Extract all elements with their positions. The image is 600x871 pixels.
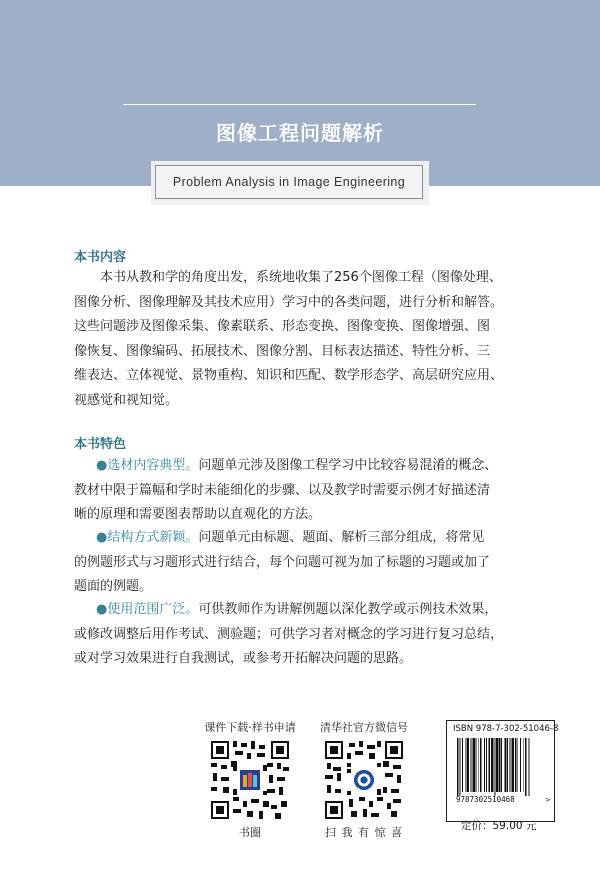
barcode-bar [507,738,508,792]
price-label: 定价：59.00 元 [461,820,537,832]
barcode-bar [486,738,487,792]
barcode-bar [499,738,501,792]
bullet-icon: ● [96,602,108,617]
barcode-bar [491,738,494,792]
isbn-barcode-box [446,720,559,822]
qr-label-bottom: 书圈 [239,826,261,839]
qr-code-icon[interactable] [209,739,291,821]
content-heading: 本书内容 [74,250,127,265]
qr-label-bottom: 扫 我 有 惊 喜 [325,826,403,839]
content-line: 本书从教和学的角度出发，系统地收集了256个图像工程（图像处理、 [100,270,502,285]
title-divider [123,104,476,105]
barcode-digits: 9787302510468 [456,795,515,804]
qr-label-top: 课件下载·样书申请 [204,721,296,734]
barcode-bar [462,738,463,792]
features-heading: 本书特色 [74,437,127,452]
qr-block-wechat [312,719,416,840]
feature-line: 或对学习效果进行自我测试，或参考开拓解决问题的思路。 [74,651,413,666]
qr-label-top: 清华社官方微信号 [320,721,408,734]
english-subtitle: Problem Analysis in Image Engineering [155,165,423,199]
feature-term: 选材内容典型。 [107,458,199,473]
feature-line: 教材中限于篇幅和学时未能细化的步骤、以及教学时需要示例才好描述清 [74,482,491,498]
content-line: 像恢复、图像编码、拓展技术、图像分割、目标表达描述、特性分析、三 [74,343,491,359]
feature-text: 问题单元由标题、题面、解析三部分组成，将常见 [198,530,485,545]
feature-item [74,526,526,600]
feature-item [74,454,526,528]
barcode-bar [511,738,514,792]
barcode-bar [496,738,498,792]
cover-top-band [0,0,600,186]
barcode-bar [523,738,524,792]
barcode-bar [478,738,479,792]
barcode-bar [488,738,490,792]
qr-code-icon[interactable] [323,739,405,821]
svg-text:>: > [545,796,551,804]
barcode-icon [455,738,551,804]
bullet-icon: ● [96,530,108,545]
content-paragraph [74,266,526,413]
barcode-bar [480,738,482,792]
barcode-bar [467,738,469,792]
barcode-bar [471,738,472,792]
feature-item [74,598,526,672]
barcode-bar [505,738,507,792]
barcode-bar [510,738,511,792]
barcode-bar [476,738,477,792]
feature-line: 题面的例题。 [74,579,153,594]
barcode-bar [457,738,459,796]
barcode-bar [501,738,502,792]
barcode-bar [484,738,485,792]
barcode-bar [520,738,521,792]
barcode-bar [472,738,475,792]
feature-term: 结构方式新颖。 [107,530,199,545]
bullet-icon: ● [96,458,108,473]
feature-line: 或修改调整后用作考试、测验题；可供学习者对概念的学习进行复习总结， [74,626,504,642]
barcode-bar [466,738,467,792]
book-title: 图像工程问题解析 [216,121,384,145]
isbn-number: ISBN 978-7-302-51046-8 [453,724,559,734]
content-line: 这些问题涉及图像采集、像素联系、形态变换、图像变换、图像增强、图 [74,319,491,334]
barcode-bar [525,738,527,796]
feature-text: 可供教师作为讲解例题以深化教学或示例技术效果， [198,602,498,617]
feature-line: 的例题形式与习题形式进行结合，每个问题可视为加了标题的习题或加了 [74,554,491,570]
content-line: 维表达、立体视觉、景物重构、知识和匹配、数学形态学、高层研究应用、 [74,368,504,383]
barcode-bar [494,738,495,796]
feature-term: 使用范围广泛。 [107,602,199,617]
qr-block-courseware [198,719,302,840]
feature-line: 晰的原理和需要图表帮助以直观化的方法。 [74,507,322,522]
barcode-bar [528,738,529,796]
content-line: 视感觉和视知觉。 [74,392,179,408]
content-line: 图像分析、图像理解及其技术应用）学习中的各类问题，进行分析和解答。 [74,294,504,310]
barcode-bar [517,738,518,792]
feature-text: 问题单元涉及图像工程学习中比较容易混淆的概念、 [198,458,498,473]
barcode-bar [515,738,517,792]
barcode-bar [460,738,461,796]
